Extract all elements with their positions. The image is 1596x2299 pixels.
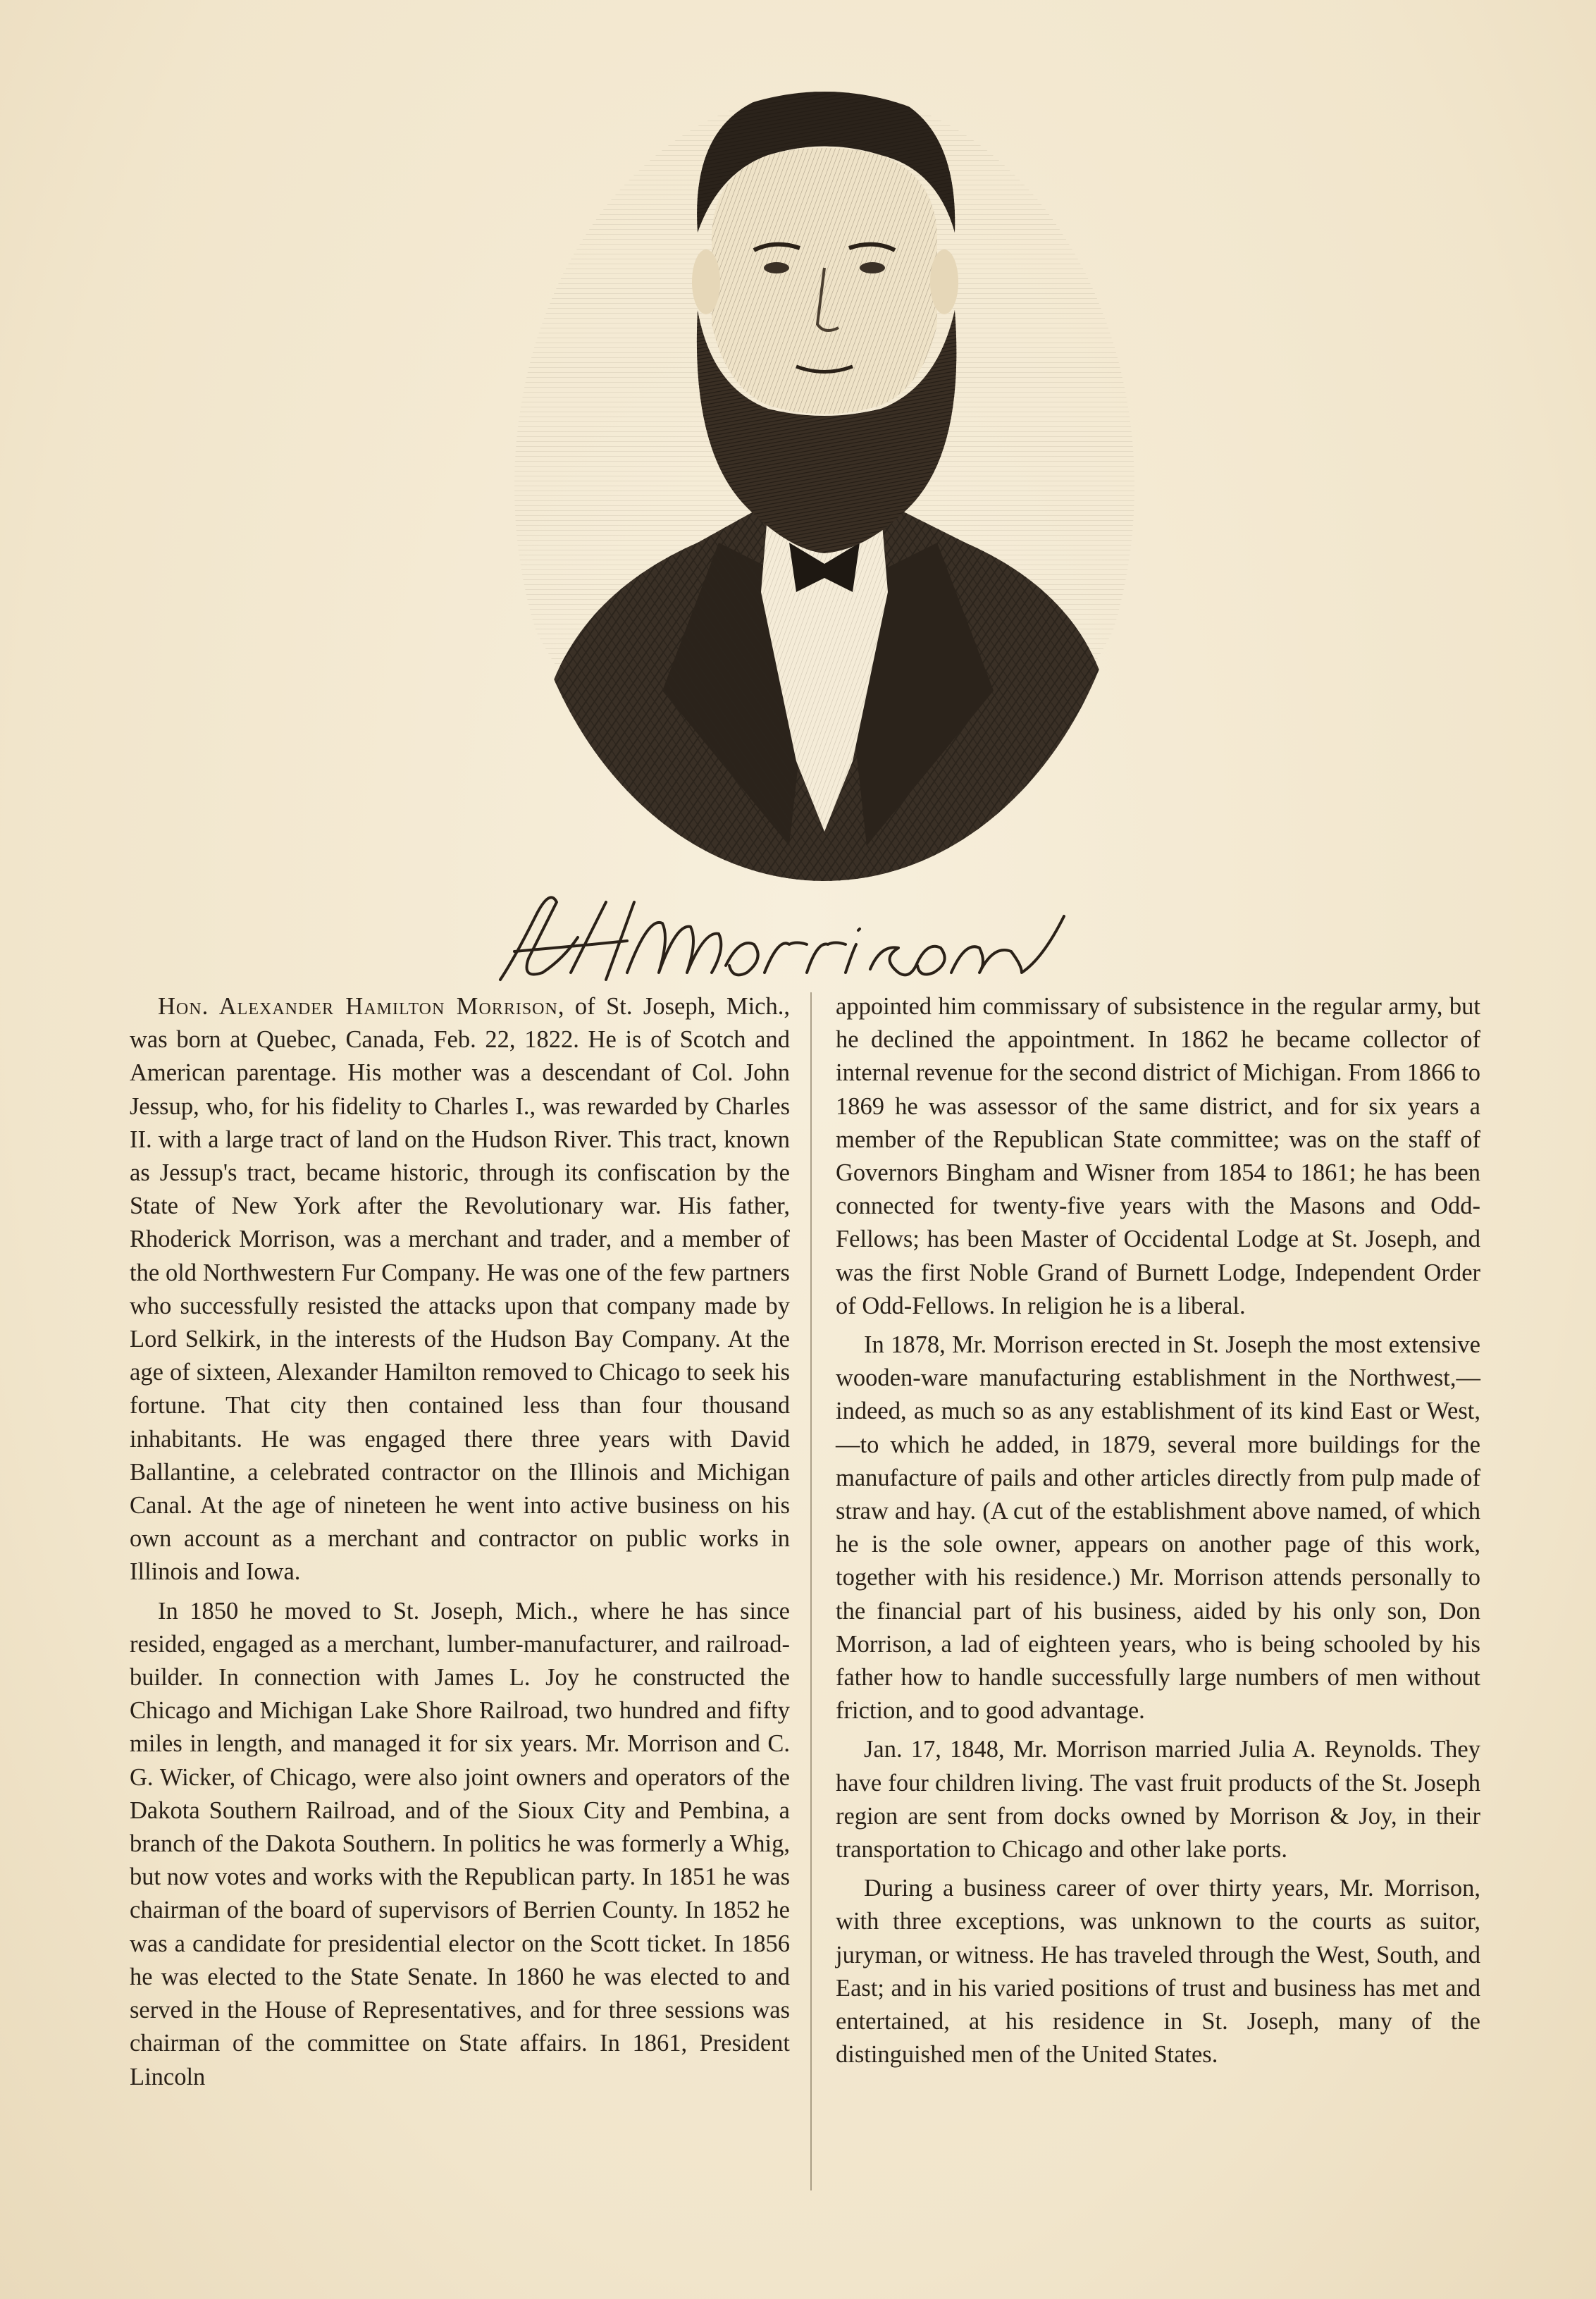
subject-name: Hon. Alexander Hamilton Morrison [158, 993, 558, 1020]
handwritten-signature-icon [486, 874, 1142, 994]
paragraph: appointed him commissary of subsistence in the regular army, but he declined the appointment. In 1862 he became collector of internal revenue for the second district of Michigan. From 1866 to 1869 he was assessor of the same district, and for six years a member of the Republican State committee; was on the staff of Governors Bingham and Wisner from 1854 to 1861; he has been connected for twenty-five years with the Masons and Odd-Fellows; has been Master of Occidental Lodge at St. Joseph, and was the first Noble Grand of Burnett Lodge, Independent Order of Odd-Fellows. In religion he is a liberal. [836, 993, 1480, 1319]
paragraph-text: , of St. Joseph, Mich., was born at Quebec, Canada, Feb. 22, 1822. He is of Scotch and American parentage. His mother was a descendant of Col. John Jessup, who, for his fidelity to Charles I., was rewarded by Charles II. with a large tract of land on the Hudson River. This tract, known as Jessup's tract, became historic, through its confiscation by the State of New York after the Revolutionary war. His father, Rhoderick Morrison, was a merchant and trader, and a member of the old Northwestern Fur Company. He was one of the few partners who successfully resisted the attacks upon that company made by Lord Selkirk, in the interests of the Hudson Bay Company. At the age of sixteen, Alexander Hamilton removed to Chicago to seek his fortune. That city then contained less than four thousand inhabitants. He was engaged there three years with David Ballantine, a celebrated contractor on the Illinois and Michigan Canal. At the age of nineteen he went into active business on his own account as a merchant and contractor on public works in Illinois and Iowa. [130, 993, 790, 1586]
article-left-column [130, 990, 790, 2094]
article-right-column [836, 990, 1480, 2072]
paragraph: Jan. 17, 1848, Mr. Morrison married Julia A. Reynolds. They have four children living. The vast fruit products of the St. Joseph region are sent from docks owned by Morrison & Joy, in their transportation to Chicago and other lake ports. [836, 1736, 1480, 1863]
column-divider [810, 992, 812, 2190]
paragraph: During a business career of over thirty years, Mr. Morrison, with three exceptions, was unknown to the courts as suitor, juryman, or witness. He has traveled through the West, South, and East; and in his varied positions of trust and business has met and entertained, at his residence in St. Joseph, many of the distinguished men of the United States. [836, 1875, 1480, 2069]
engraved-portrait-icon [486, 56, 1163, 888]
paragraph: In 1878, Mr. Morrison erected in St. Joseph the most extensive wooden-ware manufacturing establishment in the Northwest,—indeed, as much so as any establishment of its kind East or West,—to which he added, in 1879, several more buildings for the manufacture of pails and other articles directly from pulp made of straw and hay. (A cut of the establishment above named, of which he is the sole owner, appears on another page of this work, together with his residence.) Mr. Morrison attends personally to the financial part of his business, aided by his only son, Don Morrison, a lad of eighteen years, who is being schooled by his father how to handle successfully large numbers of men without friction, and to good advantage. [836, 1331, 1480, 1725]
paragraph [130, 990, 790, 1589]
paragraph: In 1850 he moved to St. Joseph, Mich., where he has since resided, engaged as a merchant, lumber-manufacturer, and railroad-builder. In connection with James L. Joy he constructed the Chicago and Michigan Lake Shore Railroad, two hundred and fifty miles in length, and managed it for six years. Mr. Morrison and C. G. Wicker, of Chicago, were also joint owners and operators of the Dakota Southern Railroad, and of the Sioux City and Pembina, a branch of the Dakota Southern. In politics he was formerly a Whig, but now votes and works with the Republican party. In 1851 he was chairman of the board of supervisors of Berrien County. In 1852 he was a candidate for presidential elector on the Scott ticket. In 1856 he was elected to the State Senate. In 1860 he was elected to and served in the House of Representatives, and for three sessions was chairman of the committee on State affairs. In 1861, President Lincoln [130, 1597, 790, 2090]
